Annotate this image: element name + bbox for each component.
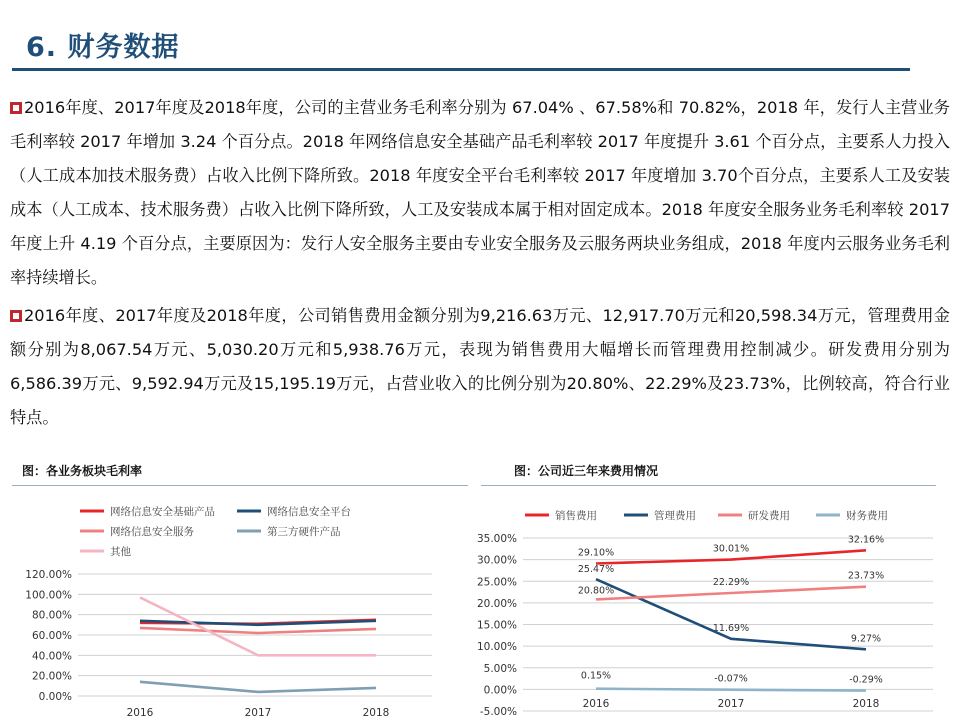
- y-tick-label: -5.00%: [479, 706, 517, 718]
- y-tick-label: 25.00%: [476, 576, 517, 589]
- y-tick-label: 100.00%: [25, 589, 72, 602]
- legend-label: 销售费用: [555, 510, 597, 522]
- data-label: -0.07%: [714, 673, 748, 685]
- data-label: 32.16%: [847, 534, 885, 546]
- data-label: 23.73%: [847, 570, 885, 582]
- y-tick-label: 0.00%: [38, 691, 72, 703]
- data-label: 9.27%: [850, 633, 882, 645]
- chart2-divider: [481, 485, 936, 486]
- paragraph-text: 2016年度、2017年度及2018年度，公司销售费用金额分别为9,216.63万元、12,917.70万元和20,598.34万元，管理费用金额分别为8,067.54万元、5,030.20万元和5,938.76万元，表现为销售费用大幅增长而管理费用控制减少。研发费用分别为6,586.39万元、9,592.94万元及15,195.19万元，占营业收入的比例分别为20.80%、22.29%及23.73%，比例较高，符合行业特点。: [10, 306, 950, 427]
- y-tick-label: 120.00%: [25, 569, 72, 581]
- y-tick-label: 60.00%: [31, 630, 72, 642]
- y-tick-label: 80.00%: [31, 609, 72, 622]
- data-label: 0.15%: [580, 670, 612, 682]
- y-tick-label: 30.00%: [476, 554, 517, 567]
- gross-margin-chart: [0, 490, 480, 719]
- data-label: 11.69%: [712, 622, 750, 634]
- page-title: 6. 财务数据: [26, 32, 180, 63]
- x-tick-label: 2018: [362, 707, 390, 719]
- expense-chart: [476, 490, 951, 719]
- paragraph-expenses: [10, 299, 950, 435]
- bullet-icon: [10, 102, 22, 114]
- y-tick-label: 35.00%: [476, 533, 517, 545]
- y-tick-label: 0.00%: [483, 684, 517, 697]
- legend-label: 网络信息安全服务: [110, 526, 194, 538]
- chart2-title: 图：公司近三年来费用情况: [514, 464, 659, 478]
- legend-label: 财务费用: [846, 510, 888, 522]
- title-divider: [12, 68, 910, 71]
- y-tick-label: 20.00%: [31, 670, 72, 683]
- y-tick-label: 20.00%: [476, 597, 517, 610]
- data-label: 29.10%: [577, 547, 615, 559]
- x-tick-label: 2016: [126, 707, 154, 719]
- series-line: [140, 597, 376, 655]
- legend-label: 其他: [110, 546, 131, 558]
- series-line: [596, 587, 866, 600]
- legend-label: 研发费用: [748, 510, 790, 522]
- legend-label: 第三方硬件产品: [267, 526, 341, 538]
- y-tick-label: 15.00%: [476, 619, 517, 632]
- legend-label: 管理费用: [654, 510, 696, 522]
- x-tick-label: 2016: [582, 698, 610, 710]
- data-label: 22.29%: [712, 576, 750, 588]
- data-label: -0.29%: [849, 674, 883, 686]
- y-tick-label: 40.00%: [31, 650, 72, 663]
- x-tick-label: 2017: [717, 698, 745, 710]
- chart1-divider: [12, 485, 468, 486]
- paragraph-gross-margin: [10, 91, 950, 295]
- y-tick-label: 5.00%: [483, 662, 517, 675]
- legend-label: 网络信息安全基础产品: [110, 506, 215, 518]
- series-line: [140, 628, 376, 633]
- paragraph-text: 2016年度、2017年度及2018年度，公司的主营业务毛利率分别为 67.04% 、67.58%和 70.82%，2018 年，发行人主营业务毛利率较 2017 年增加 3.24 个百分点。2018 年网络信息安全基础产品毛利率较 2017 年度提升 3.61 个百分点，主要系人力投入（人工成本加技术服务费）占收入比例下降所致。2018 年度安全平台毛利率较 2017 年度增加 3.70个百分点，主要系人工及安装成本（人工成本、技术服务费）占收入比例下降所致，人工及安装成本属于相对固定成本。2018 年度安全服务业务毛利率较 2017 年度上升 4.19 个百分点，主要原因为：发行人安全服务主要由专业安全服务及云服务两块业务组成，2018 年度内云服务业务毛利率持续增长。: [10, 98, 950, 287]
- x-tick-label: 2018: [852, 698, 880, 710]
- x-tick-label: 2017: [244, 707, 272, 719]
- data-label: 20.80%: [577, 585, 615, 597]
- data-label: 25.47%: [577, 564, 615, 576]
- y-tick-label: 10.00%: [476, 641, 517, 654]
- chart1-title: 图：各业务板块毛利率: [22, 464, 143, 478]
- bullet-icon: [10, 310, 22, 322]
- legend-label: 网络信息安全平台: [267, 506, 351, 518]
- series-line: [140, 682, 376, 692]
- data-label: 30.01%: [712, 543, 750, 555]
